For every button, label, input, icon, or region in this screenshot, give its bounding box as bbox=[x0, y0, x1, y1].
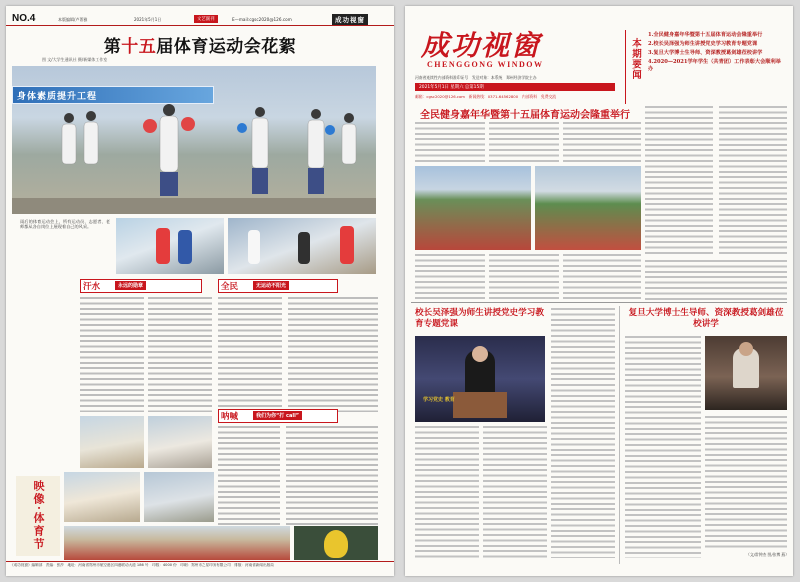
photo-caption: 雨后的体育运动会上，所有运动员、志愿者、老师都从各自岗位上展现着自己的风采。 bbox=[20, 219, 110, 230]
story2-headline: 校长吴泽强为师生讲授党史学习教育专题党课 bbox=[415, 308, 544, 329]
headline-number: 十五 bbox=[121, 37, 157, 57]
issue-info: 2021年5月1日 星期六 总第15期 bbox=[419, 85, 484, 90]
masthead-en: CHENGGONG WINDOW bbox=[427, 60, 544, 69]
headline-item[interactable]: 1.全民健身嘉年华暨第十五届体育运动会隆重举行 bbox=[648, 32, 763, 38]
issue-bar bbox=[415, 83, 615, 91]
section-tag: 文艺副刊 bbox=[194, 15, 218, 23]
grid-photo-2 bbox=[148, 416, 212, 468]
subhead-allpeople bbox=[218, 279, 338, 293]
editor-line: 本版编辑/卢菁雅 bbox=[58, 17, 88, 22]
photo-pair-1 bbox=[116, 218, 224, 274]
story3-text-2 bbox=[705, 416, 787, 548]
story3-text-1 bbox=[625, 336, 701, 558]
body-col-3 bbox=[218, 297, 282, 412]
guest-lecture-photo bbox=[705, 336, 787, 410]
headline-item[interactable]: 3.复旦大学博士生导师、资深教授葛剑雄莅校讲学 bbox=[648, 50, 763, 57]
body-col-2 bbox=[148, 297, 212, 412]
subhead-cheer-tag: 我们为你“打 call” bbox=[253, 411, 302, 420]
byline: 图 文/大学生通讯社 摄/新媒体工作室 bbox=[42, 57, 108, 62]
subhead-sweat-title: 汗水 bbox=[83, 282, 101, 292]
top-right-text-1 bbox=[645, 106, 713, 256]
footer: 《成功视窗》编辑部 责编：张莎 地址：河南省郑州市航空港区四港联动大道 186 号 印数：4000 份 印刷：郑州市之星印务有限公司 排版：河南省新闻出版局 bbox=[10, 563, 274, 567]
main-text-1 bbox=[415, 254, 485, 300]
headline-item[interactable]: 4.2020—2021学年学生（共青团）工作表彰大会顺利举办 bbox=[648, 59, 781, 72]
subhead-cheer bbox=[218, 409, 338, 423]
stadium-photo-2 bbox=[535, 166, 641, 250]
photo-pair-2 bbox=[228, 218, 376, 274]
grid-photo-1 bbox=[80, 416, 144, 468]
headline-suffix: 届体育运动会花絮 bbox=[156, 37, 297, 57]
left-page bbox=[6, 6, 394, 576]
grid-photo-3 bbox=[64, 472, 140, 522]
date-line: 2021年5月1日 bbox=[134, 17, 162, 22]
main-text-2 bbox=[489, 254, 559, 300]
mascot-photo bbox=[294, 526, 378, 560]
lecture-photo bbox=[415, 336, 545, 422]
story2-text-2 bbox=[483, 426, 547, 558]
top-right-text-2 bbox=[719, 106, 787, 256]
headlines-title: 本期要闻 bbox=[630, 38, 641, 80]
page-number: NO.4 bbox=[12, 13, 36, 24]
page-headline bbox=[6, 32, 394, 57]
mini-masthead: 成功视窗 bbox=[332, 14, 368, 25]
subhead-allpeople-title: 全民 bbox=[221, 282, 239, 292]
side-label bbox=[16, 476, 60, 556]
subhead-sweat bbox=[80, 279, 202, 293]
masthead-subinfo: 河南省连续性内部资料准印证号 发送对象：本系统 郑州经济学院主办 bbox=[415, 75, 537, 80]
right-page bbox=[405, 6, 793, 576]
lead-text-1 bbox=[415, 122, 485, 162]
headline-prefix: 第 bbox=[103, 37, 122, 57]
main-headline: 全民健身嘉年华暨第十五届体育运动会隆重举行 bbox=[420, 110, 630, 121]
side-label-text: 映像·体育节 bbox=[32, 480, 45, 551]
body-col-6 bbox=[286, 426, 378, 526]
masthead: 成功视窗 bbox=[421, 29, 542, 62]
story2-text-1 bbox=[415, 426, 479, 558]
story3-headline: 复旦大学博士生导师、资深教授葛剑雄莅校讲学 bbox=[628, 308, 784, 329]
main-text-4 bbox=[645, 260, 787, 300]
subhead-allpeople-tag: 无运动不阳光 bbox=[253, 281, 289, 290]
banner-text: 身体素质提升工程 bbox=[17, 92, 98, 102]
track-photo bbox=[64, 526, 290, 560]
email-line: E—mail:cgsc2020@126.com bbox=[232, 17, 292, 22]
contact-line: 邮箱：cgsc2020@126.com 新闻热线：0371-64562800 内部资料 免费交流 bbox=[415, 94, 557, 99]
body-col-5 bbox=[218, 426, 280, 526]
performers-illustration bbox=[12, 66, 376, 214]
stadium-photo-1 bbox=[415, 166, 531, 250]
lead-text-3 bbox=[563, 122, 641, 162]
photo-overlay-text: 学习党史 教育 bbox=[423, 397, 455, 403]
story2-text-3 bbox=[551, 384, 615, 558]
headlines-box bbox=[625, 30, 788, 104]
main-photo bbox=[12, 66, 376, 214]
subhead-cheer-title: 呐喊 bbox=[221, 412, 239, 422]
story2-text-a bbox=[551, 308, 615, 380]
lead-text-2 bbox=[489, 122, 559, 162]
body-col-4 bbox=[288, 297, 378, 412]
subhead-sweat-tag: 永远的勋章 bbox=[115, 281, 146, 290]
main-text-3 bbox=[563, 254, 641, 300]
headlines-list bbox=[648, 32, 786, 72]
footnote: （文/常钟杰 图/张博 燕） bbox=[746, 552, 789, 557]
headline-item[interactable]: 2.校长吴泽强为师生讲授党史学习教育专题党课 bbox=[648, 41, 758, 48]
grid-photo-4 bbox=[144, 472, 214, 522]
body-col-1 bbox=[80, 297, 144, 412]
